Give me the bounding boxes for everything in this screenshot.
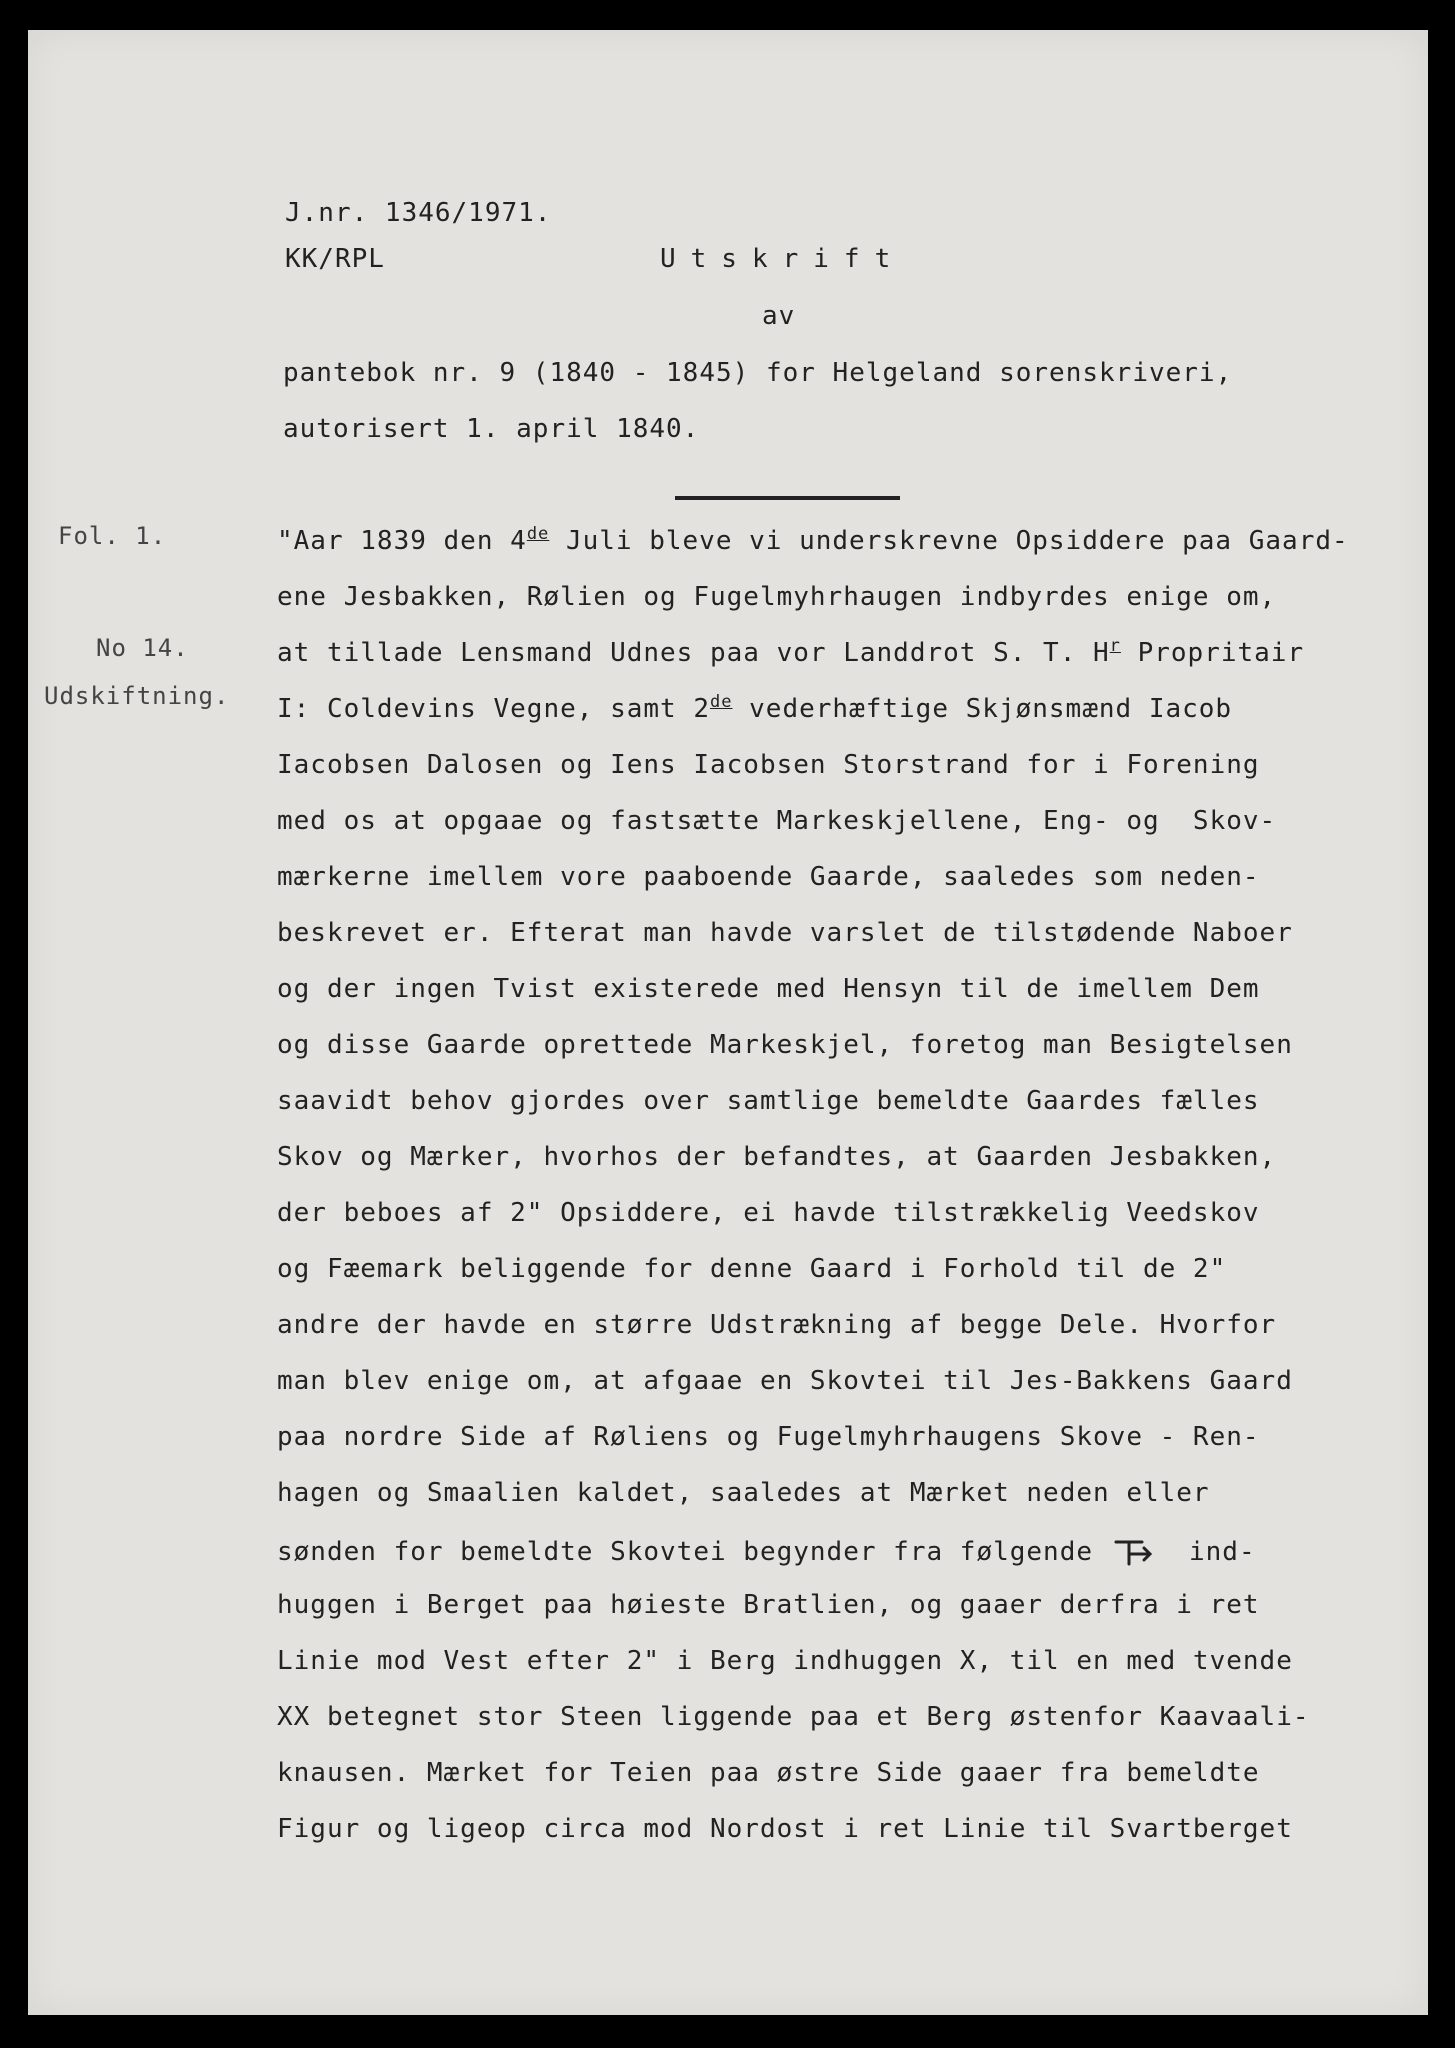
body-line: paa nordre Side af Røliens og Fugelmyhrhaugens Skove - Ren- — [277, 1422, 1260, 1452]
body-line: hagen og Smaalien kaldet, saaledes at Mærket neden eller — [277, 1478, 1210, 1508]
body-line: Linie mod Vest efter 2" i Berg indhuggen X, til en med tvende — [277, 1646, 1293, 1676]
body-line: og der ingen Tvist existerede med Hensyn til de imellem Dem — [277, 974, 1260, 1004]
subtitle-line-1: pantebok nr. 9 (1840 - 1845) for Helgeland sorenskriveri, — [283, 358, 1233, 388]
body-line: knausen. Mærket for Teien paa østre Side gaaer fra bemeldte — [277, 1758, 1260, 1788]
body-line: XX betegnet stor Steen liggende paa et Berg østenfor Kaavaali- — [277, 1702, 1310, 1732]
body-line: Skov og Mærker, hvorhos der befandtes, at Gaarden Jesbakken, — [277, 1142, 1277, 1172]
body-line: "Aar 1839 den 4de Juli bleve vi underskrevne Opsiddere paa Gaard- — [277, 524, 1349, 556]
body-line: huggen i Berget paa høieste Bratlien, og gaaer derfra i ret — [277, 1590, 1260, 1620]
body-line: Figur og ligeop circa mod Nordost i ret Linie til Svartberget — [277, 1814, 1293, 1844]
entry-category: Udskiftning. — [44, 682, 230, 710]
document-title: Utskrift — [660, 244, 906, 274]
journal-number: J.nr. 1346/1971. — [285, 198, 552, 228]
body-line: at tillade Lensmand Udnes paa vor Landdrot S. T. $H^r$ Propritair — [277, 636, 1305, 668]
title-connector: av — [762, 301, 796, 331]
folio-note: Fol. 1. — [58, 522, 167, 550]
title-divider — [675, 496, 900, 500]
body-line: sønden for bemeldte Skovtei begynder fra følgende ind- — [277, 1537, 1256, 1567]
boundary-mark-figure-icon — [1110, 1536, 1156, 1566]
body-line: mærkerne imellem vore paaboende Gaarde, saaledes som neden- — [277, 862, 1260, 892]
body-line: beskrevet er. Efterat man havde varslet de tilstødende Naboer — [277, 918, 1293, 948]
body-line: saavidt behov gjordes over samtlige bemeldte Gaardes fælles — [277, 1086, 1260, 1116]
subtitle-line-2: autorisert 1. april 1840. — [283, 414, 700, 444]
body-line: der beboes af 2" Opsiddere, ei havde tilstrækkelig Veedskov — [277, 1198, 1260, 1228]
body-line: andre der havde en større Udstrækning af begge Dele. Hvorfor — [277, 1310, 1277, 1340]
entry-number: No 14. — [96, 634, 189, 662]
body-line: ene Jesbakken, Rølien og Fugelmyhrhaugen indbyrdes enige om, — [277, 582, 1277, 612]
initials: KK/RPL — [285, 244, 385, 274]
body-line: I: Coldevins Vegne, samt 2de vederhæftige Skjønsmænd Iacob — [277, 692, 1233, 724]
body-line: og disse Gaarde oprettede Markeskjel, foretog man Besigtelsen — [277, 1030, 1293, 1060]
body-line: og Fæemark beliggende for denne Gaard i Forhold til de 2" — [277, 1254, 1227, 1284]
body-line: Iacobsen Dalosen og Iens Iacobsen Storstrand for i Forening — [277, 750, 1260, 780]
body-line: man blev enige om, at afgaae en Skovtei til Jes-Bakkens Gaard — [277, 1366, 1293, 1396]
body-line: med os at opgaae og fastsætte Markeskjellene, Eng- og Skov- — [277, 806, 1277, 836]
